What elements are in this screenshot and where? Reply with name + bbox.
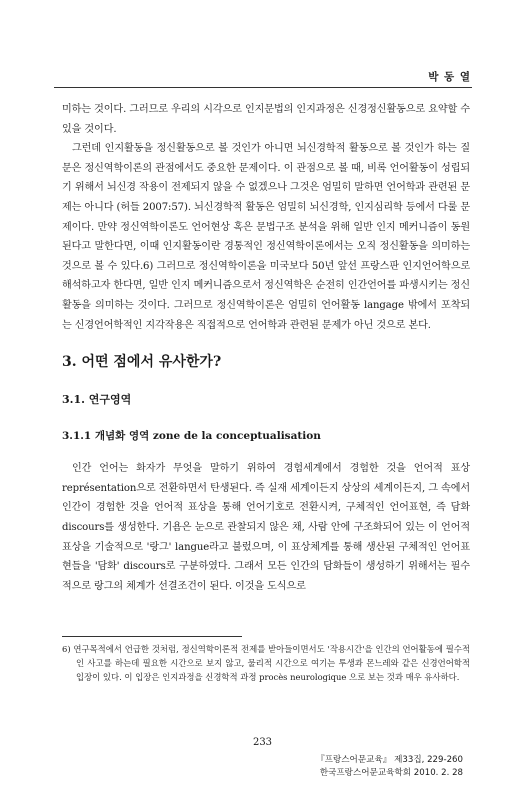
paragraph-3: 인간 언어는 화자가 무엇을 말하기 위하여 경험세계에서 경험한 것을 언어적 표상 représentation으로 전환하면서 탄생된다. 즉 실재 세계이든지 상상의 세계이든지, 그 속에서 인간이 경험한 것을 언어적 표상을 통해 언어기호로 전환시켜, 구체적인 언어표현, 즉 담화 discours를 생성한다. 기욤은 눈으로 관찰되지 않은 채, 사람 안에 구조화되어 있는 이 언어적 표상을 기술적으로 '랑그' langue라고 불렀으며, 이 표상체계를 통해 생산된 구체적인 언어표현들을 '담화' discours로 구분하였다. 그래서 모든 인간의 담화들이 생성하기 위해서는 필수적으로 랑그의 체계가 선결조건이 된다. 이것을 도식으로	[62, 463, 470, 592]
section-heading: 3. 어떤 점에서 유사한가?	[62, 354, 222, 371]
footnote	[62, 642, 470, 685]
main-text	[62, 100, 470, 596]
subsection-heading: 3.1. 연구영역	[62, 393, 132, 407]
footnote-rule	[62, 636, 242, 637]
footnote-text: 6) 연구목적에서 언급한 것처럼, 정신역학이론적 전제를 받아들이면서도 '작용시간'을 인간의 언어활동에 필수적인 사고를 하는데 필요한 시간으로 보지 않고, 물리적 시간으로 여기는 투생과 몬느레와 같은 신경언어학적 입장이 있다. 이 입장은 인지과정을 신경학적 과정 procès neurologique 으로 보는 것과 매우 유사하다.	[62, 644, 470, 683]
page-number: 233	[252, 737, 273, 748]
journal-citation-line-2: 한국프랑스어문교육학회 2010. 2. 28	[319, 768, 463, 778]
journal-citation	[316, 754, 463, 780]
header-rule	[54, 87, 472, 88]
journal-citation-line-1: 『프랑스어문교육』 제33집, 229-260	[316, 755, 463, 765]
subsubsection-heading: 3.1.1 개념화 영역 zone de la conceptualisation	[62, 430, 321, 443]
paragraph-2: 그런데 인지활동을 정신활동으로 볼 것인가 아니면 뇌신경학적 활동으로 볼 것인가 하는 질문은 정신역학이론의 관점에서도 중요한 문제이다. 이 관점으로 볼 때, 비록 언어활동이 성립되기 위해서 뇌신경 작용이 전제되지 않을 수 없겠으나 그것은 엄밀히 말하면 언어학과 관련된 문제는 아니다 (허들 2007:57). 뇌신경학적 활동은 엄밀히 뇌신경학, 인지심리학 등에서 다룰 문제이다. 만약 정신역학이론도 언어현상 혹은 문법구조 분석을 위해 일반 인지 메커니즘이 동원된다고 말한다면, 이때 인지활동이란 경통적인 정신역학이론에서는 오직 정신활동을 의미하는 것으로 볼 수 있다.6) 그러므로 정신역학이론을 미국보다 50년 앞선 프랑스판 인지언어학으로 해석하고자 한다면, 일반 인지 메커니즘으로서 정신역학은 순전히 인간언어를 파생시키는 정신활동을 의미하는 것이다. 그러므로 정신역학이론은 엄밀히 언어활동 langage 밖에서 포착되는 신경언어학적인 지각작용은 직접적으로 언어학과 관련된 문제가 아닌 것으로 본다.	[62, 143, 470, 331]
paragraph-1: 미하는 것이다. 그러므로 우리의 시각으로 인지문법의 인지과정은 신경정신활동으로 요약할 수 있을 것이다.	[62, 104, 470, 135]
running-header-author: 박 동 열	[428, 71, 471, 83]
